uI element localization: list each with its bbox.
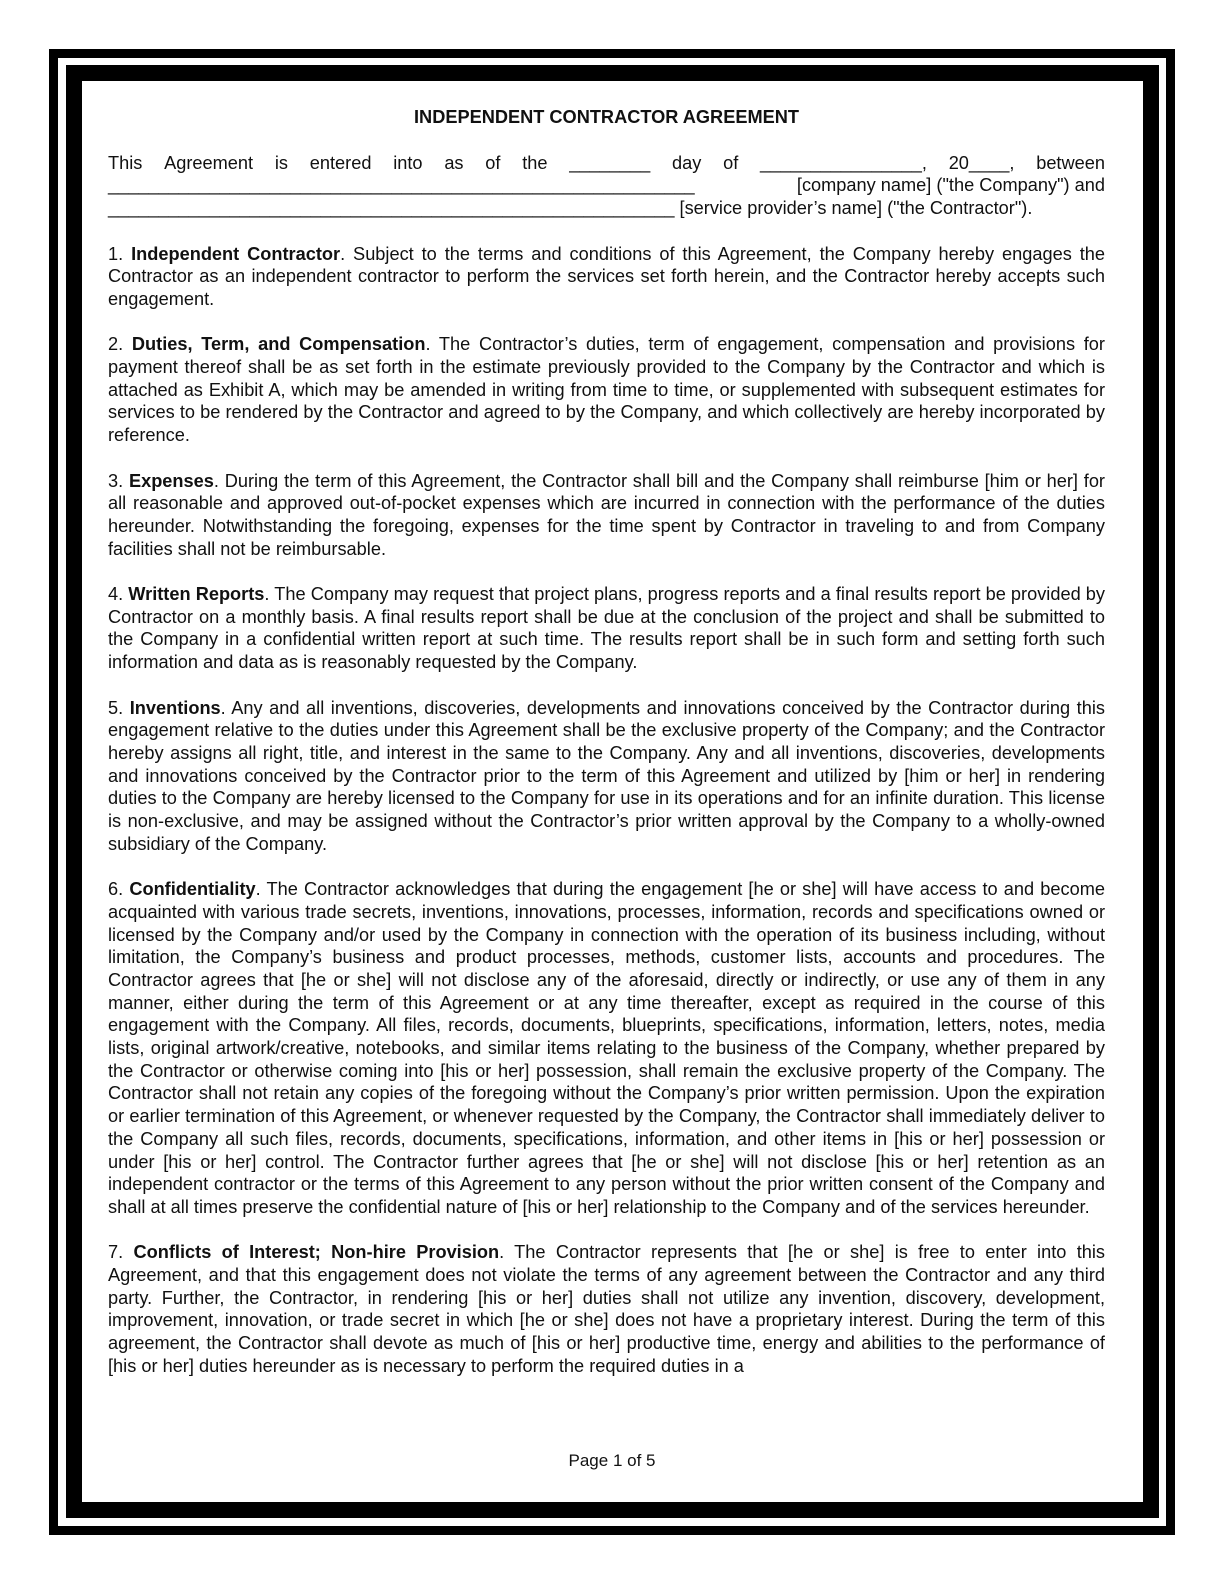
clause-number: 6. [108, 879, 124, 900]
clause-text: . The Contractor’s duties, term of engagement, compensation and provisions for payment thereof shall be as set forth in the estimate previously provided to the Company by the Contractor and which is attached as Exhibit A, which may be amended in writing from time to time, or supplemented with subsequent estimates for services to be rendered by the Contractor and agreed to by the Company, and which collectively are hereby incorporated by reference. [108, 334, 1105, 446]
clause-expenses [108, 470, 1105, 561]
clause-text: . The Company may request that project plans, progress reports and a final results report be provided by Contractor on a monthly basis. A final results report shall be due at the conclusion of the project and shall be submitted to the Company in a confidential written report at such time. The results report shall be in such form and setting forth such information and data as is reasonably requested by the Company. [108, 584, 1106, 673]
company-name-blank-field[interactable]: __________________________________________________________ [108, 175, 695, 196]
clause-text: . The Contractor acknowledges that during the engagement [he or she] will have access to and become acquainted with various trade secrets, inventions, innovations, processes, information, records and specifications owned or licensed by the Company and/or used by the Company in connection with the operation of its business including, without limitation, the Company’s business and product processes, methods, customer lists, accounts and procedures. The Contractor agrees that [he or she] will not disclose any of the aforesaid, directly or indirectly, or use any of them in any manner, either during the term of this Agreement or at any time thereafter, except as required in the course of this engagement with the Company. All files, records, documents, blueprints, specifications, information, letters, notes, media lists, original artwork/creative, notebooks, and similar items relating to the business of the Company, whether prepared by the Contractor or otherwise coming into [his or her] possession, shall remain the exclusive property of the Company. The Contractor shall not retain any copies of the foregoing without the Company’s prior written permission. Upon the expiration or earlier termination of this Agreement, or whenever requested by the Company, the Contractor shall immediately deliver to the Company all such files, records, documents, specifications, information, and other items in [his or her] possession or under [his or her] control. The Contractor further agrees that [he or she] will not disclose [his or her] retention as an independent contractor or the terms of this Agreement to any person without the prior written consent of the Company and shall at all times preserve the confidential nature of [his or her] relationship to the Company and of the services hereunder. [108, 879, 1105, 1217]
intro-word: the [522, 152, 548, 173]
clause-number: 7. [108, 1242, 124, 1263]
intro-word: between [1036, 152, 1105, 173]
clause-heading: Inventions [129, 697, 221, 718]
clause-inventions [108, 697, 1105, 856]
clause-written-reports [108, 583, 1105, 674]
intro-line-1 [108, 152, 1105, 175]
clause-independent-contractor [108, 243, 1105, 311]
page-number: Page 1 of 5 [568, 1451, 656, 1470]
contractor-name-blank-field[interactable]: ________________________________________________________ [108, 198, 675, 219]
clause-number: 1. [108, 243, 124, 264]
month-blank-field[interactable]: ________________, [760, 152, 927, 173]
intro-word: day [671, 152, 702, 173]
clause-heading: Written Reports [128, 584, 265, 604]
clause-heading: Expenses [128, 470, 214, 491]
day-blank-field[interactable]: ________ [569, 152, 651, 173]
clause-text: . The Contractor represents that [he or she] is free to enter into this Agreement, and that this engagement does not violate the terms of any agreement between the Contractor and any third party. Further, the Contractor, in rendering [his or her] duties shall not utilize any invention, discovery, development, improvement, innovation, or trade secret in which [he or she] does not have a proprietary interest. During the term of this agreement, the Contractor shall devote as much of [his or her] productive time, energy and abilities to the performance of [his or her] duties hereunder as is necessary to perform the required duties in a [108, 1242, 1106, 1376]
clause-text: . Any and all inventions, discoveries, developments and innovations conceived by the Contractor during this engagement relative to the duties under this Agreement shall be the exclusive property of the Company; and the Contractor hereby assigns all right, title, and interest in the same to the Company. Any and all inventions, discoveries, developments and innovations conceived by the Contractor prior to the term of this Agreement and utilized by [him or her] in rendering duties to the Company are hereby licensed to the Company for use in its operations and for an infinite duration. This license is non-exclusive, and may be assigned without the Contractor’s prior written approval by the Company to a wholly-owned subsidiary of the Company. [108, 697, 1105, 854]
clause-number: 4. [108, 584, 124, 604]
contractor-name-label: [service provider’s name] ("the Contractor"). [679, 198, 1033, 219]
clause-duties-term-compensation [108, 333, 1105, 447]
clause-heading: Duties, Term, and Compensation [131, 334, 426, 355]
clause-number: 3. [108, 470, 124, 491]
document-body [108, 106, 1105, 1400]
intro-word: This [108, 152, 143, 173]
intro-word: into [393, 152, 423, 173]
clause-conflicts-of-interest [108, 1241, 1105, 1377]
clause-heading: Independent Contractor [131, 243, 341, 264]
intro-paragraph [108, 152, 1105, 220]
intro-word: Agreement [164, 152, 254, 173]
clause-text: . During the term of this Agreement, the Contractor shall bill and the Company shall reimburse [him or her] for all reasonable and approved out-of-pocket expenses which are incurred in connection with the performance of the duties hereunder. Notwithstanding the foregoing, expenses for the time spent by Contractor in traveling to and from Company facilities shall not be reimbursable. [108, 470, 1105, 559]
intro-line-2 [108, 174, 1105, 197]
intro-word: as [444, 152, 464, 173]
intro-word: is [274, 152, 288, 173]
intro-line-3 [108, 197, 1105, 220]
intro-word: of [485, 152, 501, 173]
clause-heading: Confidentiality [129, 879, 256, 900]
year-blank-field[interactable]: 20____, [948, 152, 1015, 173]
clause-confidentiality [108, 878, 1105, 1219]
intro-word: entered [309, 152, 372, 173]
document-title: INDEPENDENT CONTRACTOR AGREEMENT [414, 107, 799, 127]
intro-word: of [723, 152, 739, 173]
clause-text: . Subject to the terms and conditions of this Agreement, the Company hereby engages the Contractor as an independent contractor to perform the services set forth herein, and the Contractor hereby accepts such engagement. [108, 243, 1106, 309]
company-name-label: [company name] ("the Company") and [796, 175, 1105, 196]
clause-heading: Conflicts of Interest; Non-hire Provision [133, 1242, 500, 1263]
clause-number: 5. [108, 697, 124, 718]
clause-number: 2. [108, 334, 124, 355]
